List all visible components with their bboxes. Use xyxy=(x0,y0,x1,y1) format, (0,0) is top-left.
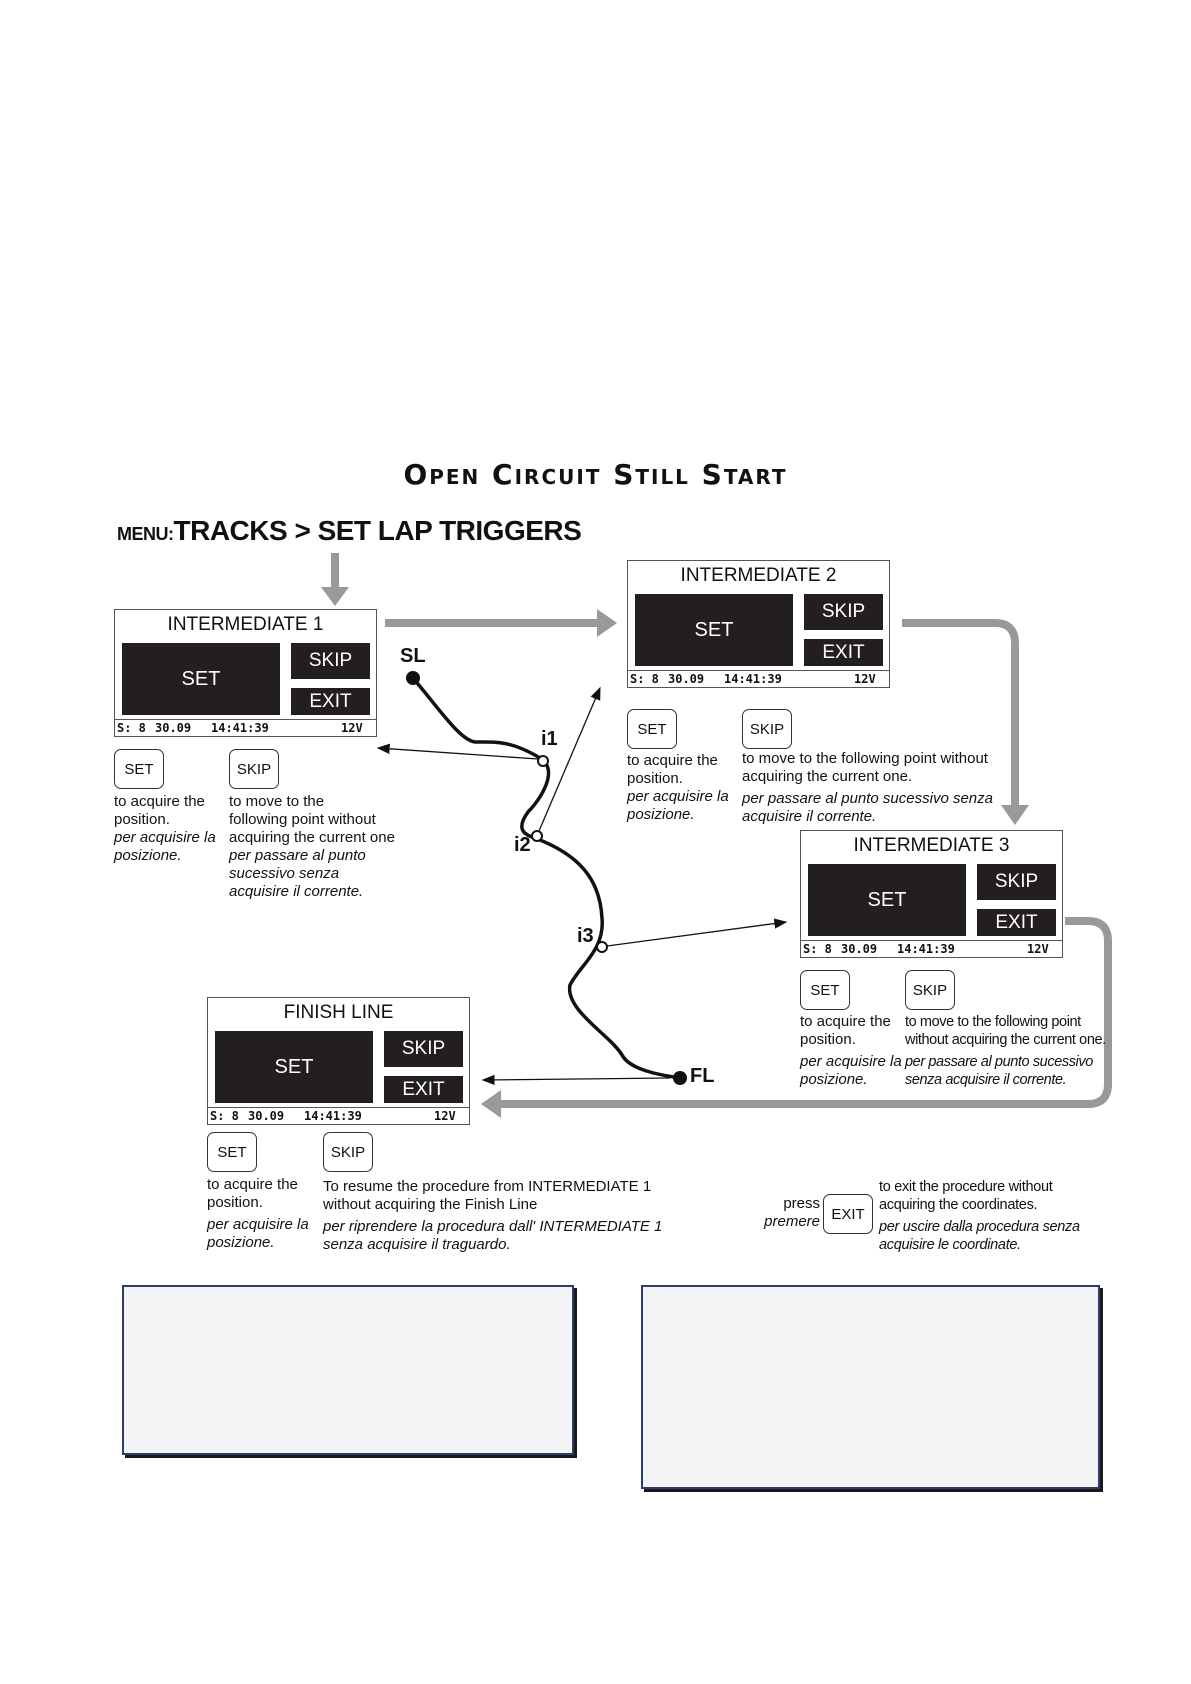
int3-set-desc xyxy=(800,1013,902,1089)
desc-line: posizione. xyxy=(114,847,182,864)
date: 30.09 xyxy=(668,672,705,686)
i1-point xyxy=(538,756,548,766)
set-key: SET xyxy=(800,970,850,1010)
desc-line: per passare al punto xyxy=(229,847,366,864)
date: 30.09 xyxy=(155,721,192,735)
desc-line: per passare al punto sucessivo senza xyxy=(742,790,993,807)
skip-button[interactable]: SKIP xyxy=(977,864,1056,900)
desc-line: per acquisire la xyxy=(114,829,216,846)
menu-prefix: MENU: xyxy=(117,524,174,544)
desc-line: position. xyxy=(207,1194,263,1211)
satellites: S: 8 xyxy=(117,721,146,735)
int1-skip-desc xyxy=(229,793,395,901)
desc-line: posizione. xyxy=(627,806,695,823)
status-bar xyxy=(115,719,376,736)
set-key: SET xyxy=(114,749,164,789)
desc-line: senza acquisire il traguardo. xyxy=(323,1236,511,1253)
voltage: 12V xyxy=(854,672,876,686)
desc-line: following point without xyxy=(229,811,376,828)
desc-line: position. xyxy=(114,811,170,828)
skip-key: SKIP xyxy=(323,1132,373,1172)
set-button[interactable]: SET xyxy=(215,1031,373,1103)
desc-line: without acquiring the Finish Line xyxy=(323,1196,538,1213)
screen-title: INTERMEDIATE 2 xyxy=(680,565,837,586)
desc-line: per acquisire la xyxy=(207,1216,309,1233)
desc-line: to acquire the xyxy=(627,752,718,769)
desc-line: acquisire il corrente. xyxy=(229,883,364,900)
status-bar xyxy=(628,670,889,687)
int3-to-finish-arrowhead xyxy=(481,1090,501,1118)
int1-to-int2-arrowhead xyxy=(597,609,617,637)
screen-title: INTERMEDIATE 3 xyxy=(853,835,1010,856)
status-bar xyxy=(208,1107,469,1124)
page-title: Open Circuit Still Start xyxy=(403,458,788,491)
desc-line: to move to the following point without xyxy=(742,750,988,767)
sl-label: SL xyxy=(400,645,426,667)
satellites: S: 8 xyxy=(210,1109,239,1123)
i3-label: i3 xyxy=(577,925,594,947)
desc-line: acquisire le coordinate. xyxy=(879,1237,1021,1253)
desc-line: to acquire the xyxy=(800,1013,891,1030)
time: 14:41:39 xyxy=(897,942,955,956)
intermediate-3-screen xyxy=(800,830,1063,958)
int1-set-desc xyxy=(114,793,216,865)
fl-pointer xyxy=(483,1078,670,1080)
set-key: SET xyxy=(627,709,677,749)
exit-button[interactable]: EXIT xyxy=(804,639,883,666)
desc-line: without acquiring the current one. xyxy=(905,1032,1106,1048)
skip-key: SKIP xyxy=(905,970,955,1010)
int3-skip-desc xyxy=(905,1013,1106,1089)
i1-pointer xyxy=(378,748,538,759)
desc-line: per acquisire la xyxy=(627,788,729,805)
int2-skip-desc xyxy=(742,750,993,826)
skip-key: SKIP xyxy=(742,709,792,749)
i3-pointer xyxy=(607,922,786,946)
intermediate-2-screen xyxy=(627,560,890,688)
time: 14:41:39 xyxy=(724,672,782,686)
note-panel-right xyxy=(641,1285,1100,1489)
exit-button[interactable]: EXIT xyxy=(291,688,370,715)
finish-skip-desc xyxy=(323,1178,662,1254)
desc-line: posizione. xyxy=(800,1071,868,1088)
desc-line: to move to the following point xyxy=(905,1014,1081,1030)
i2-label: i2 xyxy=(514,834,531,856)
voltage: 12V xyxy=(341,721,363,735)
date: 30.09 xyxy=(248,1109,285,1123)
set-key: SET xyxy=(207,1132,257,1172)
note-panel-left xyxy=(122,1285,574,1455)
desc-line: to acquire the xyxy=(207,1176,298,1193)
desc-line: premere xyxy=(764,1213,820,1230)
status-bar xyxy=(801,940,1062,957)
desc-line: acquiring the current one. xyxy=(742,768,913,785)
finish-line-point xyxy=(673,1071,687,1085)
i2-point xyxy=(532,831,542,841)
intermediate-1-screen xyxy=(114,609,377,737)
desc-line: per uscire dalla procedura senza xyxy=(879,1219,1080,1235)
desc-line: To resume the procedure from INTERMEDIATE 1 xyxy=(323,1178,652,1195)
set-button[interactable]: SET xyxy=(635,594,793,666)
screen-title: FINISH LINE xyxy=(283,1002,394,1023)
skip-button[interactable]: SKIP xyxy=(384,1031,463,1067)
skip-key: SKIP xyxy=(229,749,279,789)
finish-line-screen xyxy=(207,997,470,1125)
exit-desc xyxy=(879,1178,1080,1254)
menu-path-text: TRACKS > SET LAP TRIGGERS xyxy=(173,515,582,546)
desc-line: sucessivo senza xyxy=(229,865,340,882)
satellites: S: 8 xyxy=(803,942,832,956)
desc-line: press xyxy=(783,1195,820,1212)
exit-button[interactable]: EXIT xyxy=(384,1076,463,1103)
satellites: S: 8 xyxy=(630,672,659,686)
date: 30.09 xyxy=(841,942,878,956)
time: 14:41:39 xyxy=(304,1109,362,1123)
voltage: 12V xyxy=(1027,942,1049,956)
menu-down-arrowhead xyxy=(321,587,349,606)
desc-line: posizione. xyxy=(207,1234,275,1251)
exit-key: EXIT xyxy=(823,1194,873,1234)
desc-line: position. xyxy=(800,1031,856,1048)
start-line-point xyxy=(406,671,420,685)
set-button[interactable]: SET xyxy=(122,643,280,715)
exit-press-label xyxy=(762,1195,820,1231)
desc-line: acquiring the coordinates. xyxy=(879,1197,1038,1213)
voltage: 12V xyxy=(434,1109,456,1123)
int2-to-int3-arrowhead xyxy=(1001,805,1029,825)
desc-line: to move to the xyxy=(229,793,325,810)
i1-label: i1 xyxy=(541,728,558,750)
exit-button[interactable]: EXIT xyxy=(977,909,1056,936)
set-button[interactable]: SET xyxy=(808,864,966,936)
desc-line: per riprendere la procedura dall' INTERMEDIATE 1 xyxy=(323,1218,663,1235)
desc-line: to exit the procedure without xyxy=(879,1179,1053,1195)
screen-title: INTERMEDIATE 1 xyxy=(167,614,324,635)
finish-set-desc xyxy=(207,1176,309,1252)
time: 14:41:39 xyxy=(211,721,269,735)
desc-line: per acquisire la xyxy=(800,1053,902,1070)
desc-line: to acquire the xyxy=(114,793,205,810)
menu-path xyxy=(117,515,581,547)
desc-line: senza acquisire il corrente. xyxy=(905,1072,1067,1088)
desc-line: position. xyxy=(627,770,683,787)
skip-button[interactable]: SKIP xyxy=(804,594,883,630)
desc-line: acquiring the current one xyxy=(229,829,395,846)
fl-label: FL xyxy=(690,1065,715,1087)
skip-button[interactable]: SKIP xyxy=(291,643,370,679)
int2-set-desc xyxy=(627,752,729,824)
desc-line: per passare al punto sucessivo xyxy=(905,1054,1093,1070)
desc-line: acquisire il corrente. xyxy=(742,808,877,825)
i3-point xyxy=(597,942,607,952)
